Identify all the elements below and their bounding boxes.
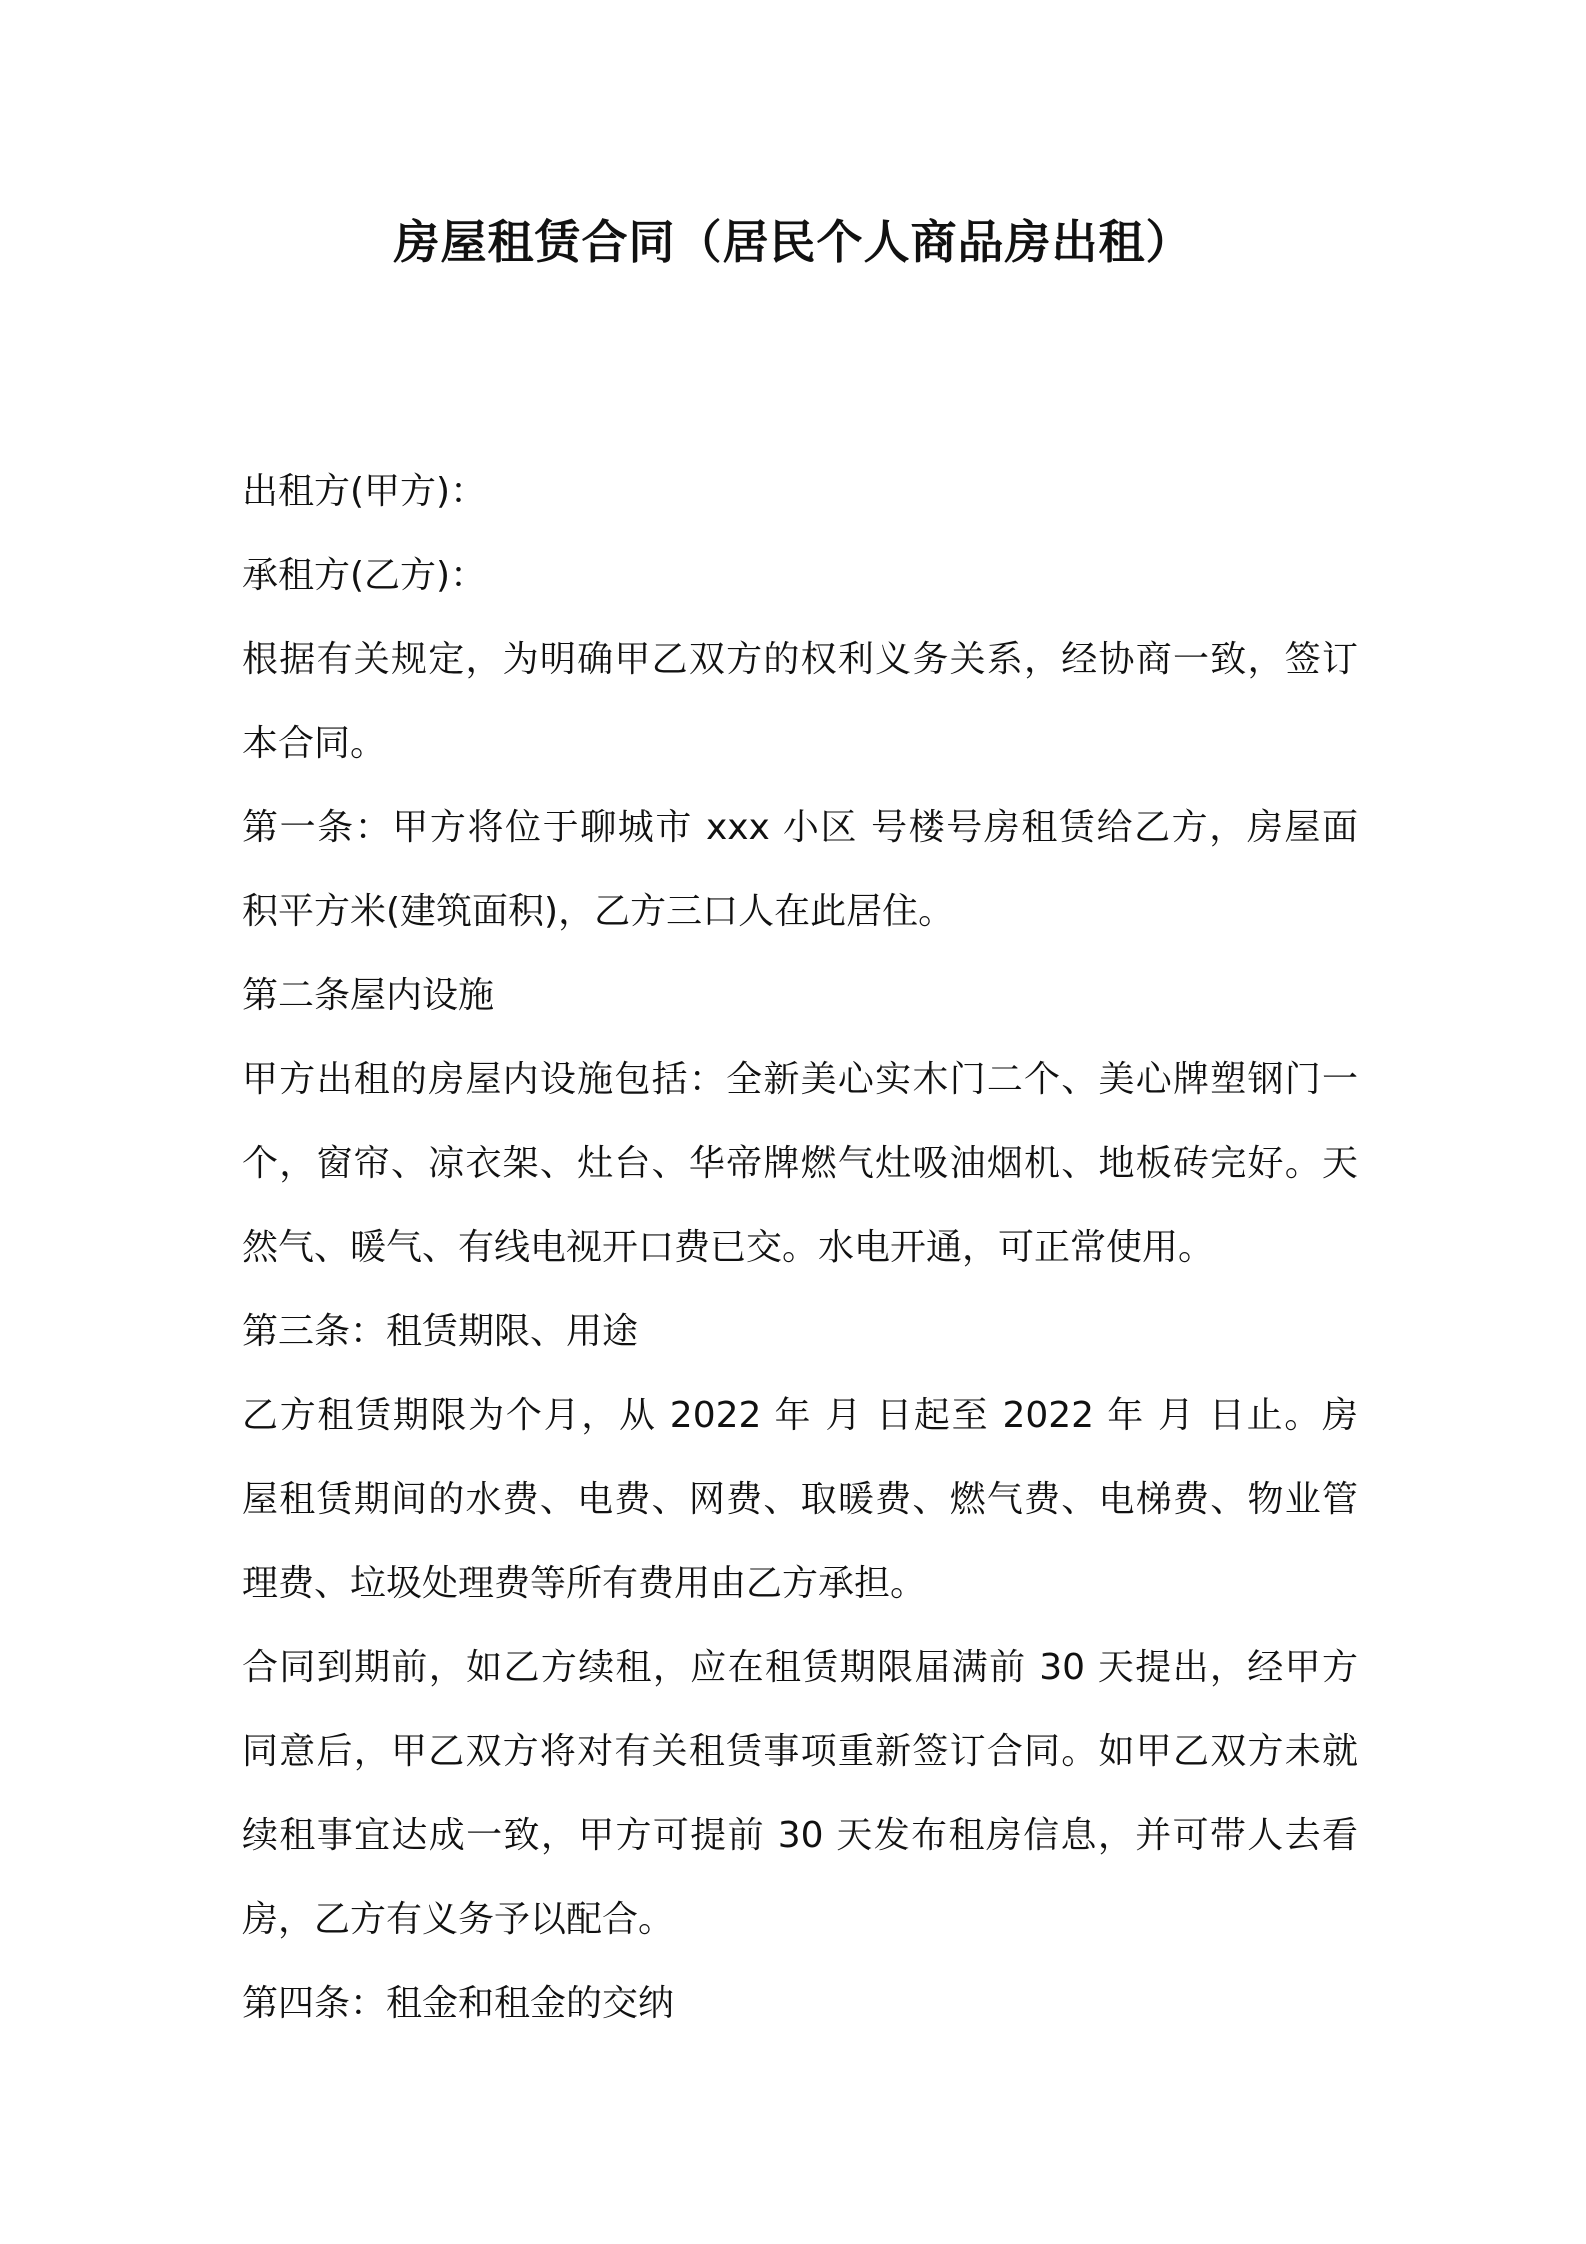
preamble-line: 本合同。 [242, 723, 387, 764]
preamble-line: 根据有关规定，为明确甲乙双方的权利义务关系，经协商一致，签订 [242, 639, 1358, 680]
article-2-line: 然气、暖气、有线电视开口费已交。水电开通，可正常使用。 [242, 1227, 1215, 1268]
article-1-line: 积平方米(建筑面积)，乙方三口人在此居住。 [242, 891, 955, 932]
article-3-line: 屋租赁期间的水费、电费、网费、取暖费、燃气费、电梯费、物业管 [242, 1479, 1358, 1520]
article-3-line: 理费、垃圾处理费等所有费用由乙方承担。 [242, 1563, 927, 1604]
article-3-heading: 第三条：租赁期限、用途 [242, 1311, 639, 1352]
renewal-line: 同意后，甲乙双方将对有关租赁事项重新签订合同。如甲乙双方未就 [242, 1731, 1358, 1772]
renewal-line: 合同到期前，如乙方续租，应在租赁期限届满前 30 天提出，经甲方 [242, 1647, 1358, 1688]
article-1-line: 第一条：甲方将位于聊城市 xxx 小区 号楼号房租赁给乙方，房屋面 [242, 807, 1358, 848]
article-3-line: 乙方租赁期限为个月，从 2022 年 月 日起至 2022 年 月 日止。房 [242, 1395, 1358, 1436]
renewal-line: 房，乙方有义务予以配合。 [242, 1899, 675, 1940]
article-2-line: 个，窗帘、凉衣架、灶台、华帝牌燃气灶吸油烟机、地板砖完好。天 [242, 1143, 1358, 1184]
article-4-heading: 第四条：租金和租金的交纳 [242, 1983, 675, 2024]
article-2-line: 甲方出租的房屋内设施包括：全新美心实木门二个、美心牌塑钢门一 [242, 1059, 1358, 1100]
lessor-line: 出租方(甲方)： [242, 471, 487, 512]
renewal-line: 续租事宜达成一致，甲方可提前 30 天发布租房信息，并可带人去看 [242, 1815, 1358, 1856]
lessee-line: 承租方(乙方)： [242, 555, 487, 596]
document-title: 房屋租赁合同（居民个人商品房出租） [393, 215, 1193, 269]
document-body [242, 450, 1358, 2046]
article-2-heading: 第二条屋内设施 [242, 975, 495, 1016]
